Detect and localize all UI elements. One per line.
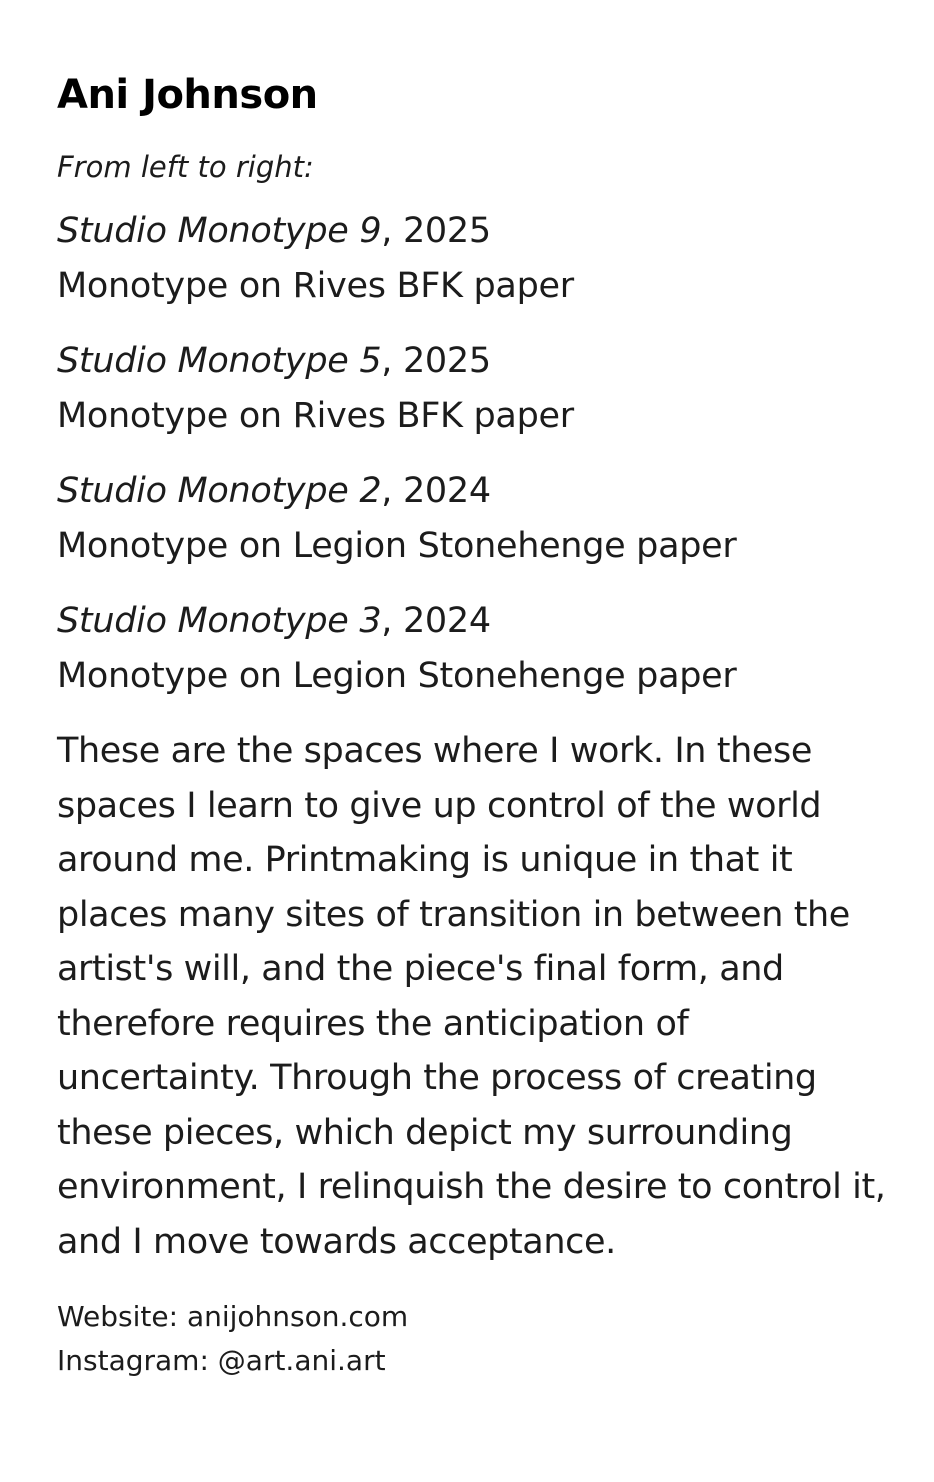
work-title: Studio Monotype 2: [57, 471, 382, 511]
instagram-text: Instagram: @art.ani.art: [57, 1344, 386, 1377]
contact-info: [57, 1295, 894, 1383]
work-item: [57, 464, 894, 574]
website-text: Website: anijohnson.com: [57, 1300, 409, 1333]
work-year: , 2025: [381, 211, 491, 251]
work-title: Studio Monotype 5: [57, 341, 382, 381]
work-title: Studio Monotype 3: [57, 601, 382, 641]
work-title-line: [57, 334, 894, 389]
work-title-line: [57, 464, 894, 519]
work-item: [57, 334, 894, 444]
work-medium: Monotype on Legion Stonehenge paper: [57, 526, 737, 566]
work-item: [57, 594, 894, 704]
works-list: [57, 204, 894, 704]
work-year: , 2025: [381, 341, 491, 381]
work-medium: Monotype on Legion Stonehenge paper: [57, 656, 737, 696]
work-medium: Monotype on Rives BFK paper: [57, 396, 574, 436]
work-title-line: [57, 204, 894, 259]
artist-statement: These are the spaces where I work. In these spaces I learn to give up control of the world around me. Printmaking is unique in that it places many sites of transition in between the artist's will, and the piece's final form, and therefore requires the anticipation of uncertainty. Through the process of creating these pieces, which depict my surrounding environment, I relinquish the desire to control it, and I move towards acceptance.: [57, 731, 886, 1262]
work-year: , 2024: [381, 471, 491, 511]
intro-text: From left to right:: [57, 150, 314, 184]
work-item: [57, 204, 894, 314]
work-title: Studio Monotype 9: [57, 211, 382, 251]
artist-name: Ani Johnson: [57, 72, 318, 118]
work-title-line: [57, 594, 894, 649]
work-medium: Monotype on Rives BFK paper: [57, 266, 574, 306]
work-year: , 2024: [381, 601, 491, 641]
